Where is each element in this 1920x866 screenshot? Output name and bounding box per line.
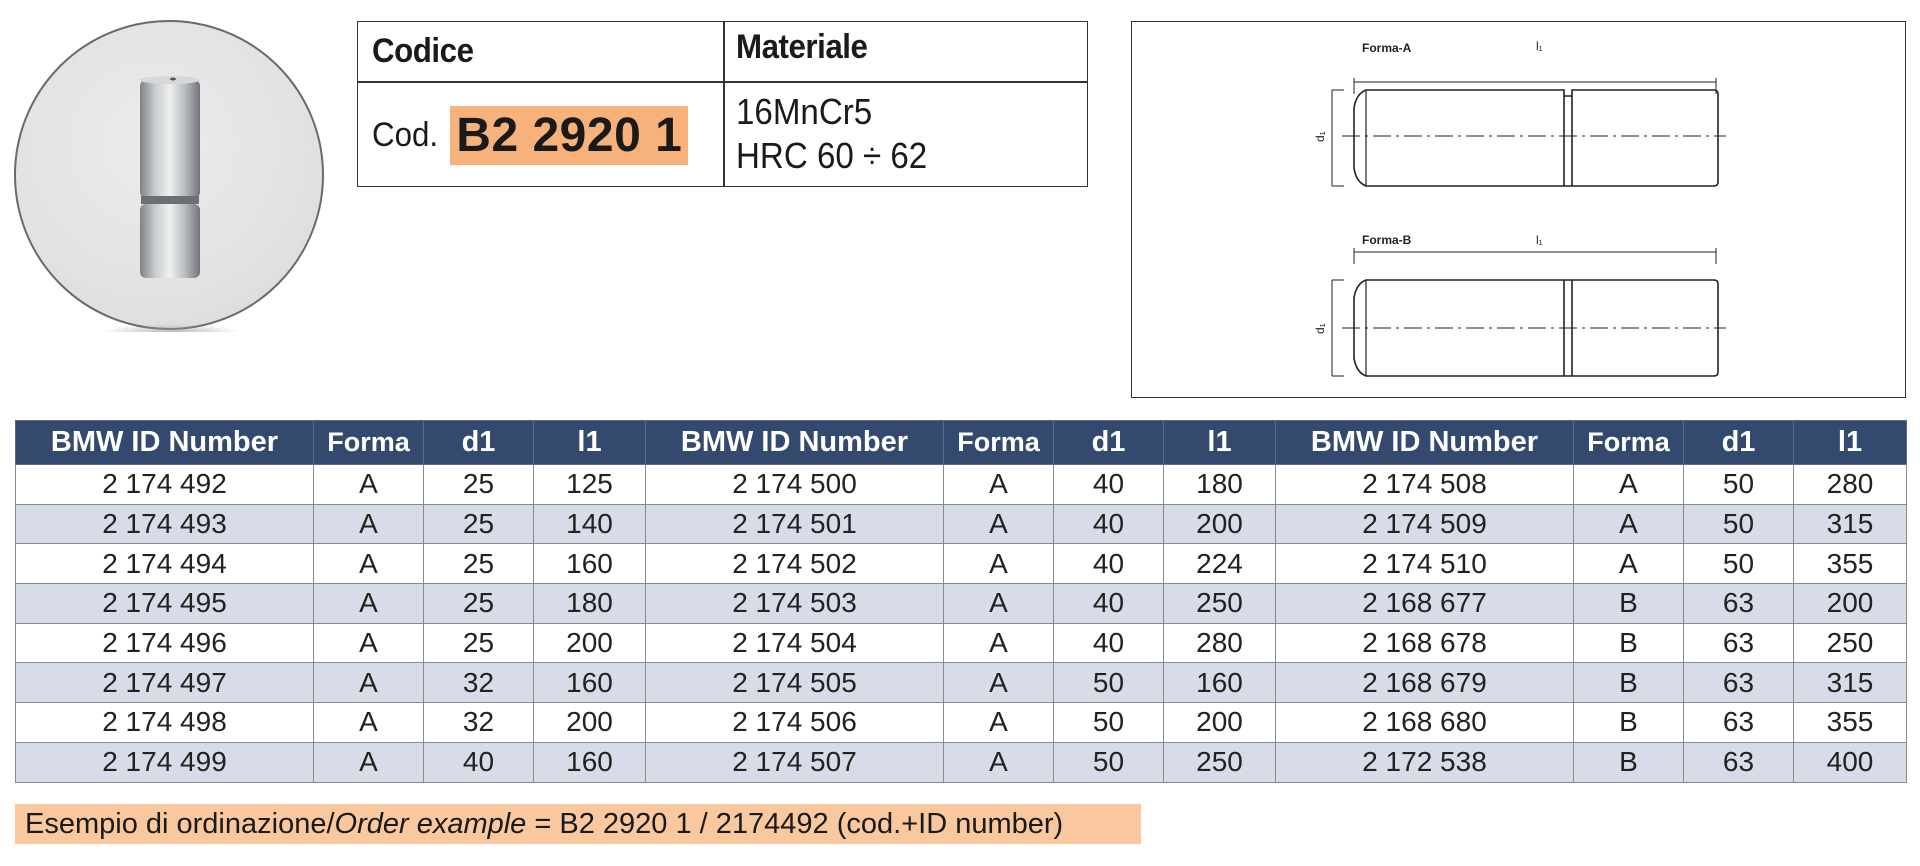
table-cell: 400 xyxy=(1794,742,1907,782)
table-cell: 355 xyxy=(1794,703,1907,743)
table-cell: 63 xyxy=(1684,663,1794,703)
table-cell: B xyxy=(1574,584,1684,624)
table-row xyxy=(16,465,1907,505)
table-cell: 2 174 501 xyxy=(646,504,944,544)
table-cell: 140 xyxy=(534,504,646,544)
table-cell: 2 174 494 xyxy=(16,544,314,584)
order-example-italic: Order example xyxy=(334,808,527,840)
order-example xyxy=(15,804,1141,844)
drawing-svg xyxy=(1132,22,1907,399)
table-row xyxy=(16,703,1907,743)
table-cell: 40 xyxy=(424,742,534,782)
table-cell: B xyxy=(1574,663,1684,703)
column-header: BMW ID Number xyxy=(1276,421,1574,465)
table-cell: A xyxy=(944,663,1054,703)
table-cell: 63 xyxy=(1684,742,1794,782)
table-cell: 63 xyxy=(1684,623,1794,663)
length-label-b: l₁ xyxy=(1536,233,1543,247)
table-cell: 2 174 508 xyxy=(1276,465,1574,505)
table-cell: A xyxy=(314,703,424,743)
table-cell: 250 xyxy=(1794,623,1907,663)
technical-drawing xyxy=(1131,21,1906,398)
table-cell: 2 174 497 xyxy=(16,663,314,703)
column-header: Forma xyxy=(944,421,1054,465)
table-cell: 25 xyxy=(424,544,534,584)
table-cell: 200 xyxy=(1164,504,1276,544)
order-example-suffix: = B2 2920 1 / 2174492 (cod.+ID number) xyxy=(526,808,1064,840)
table-cell: B xyxy=(1574,703,1684,743)
material-header: Materiale xyxy=(736,28,868,66)
table-cell: A xyxy=(944,623,1054,663)
column-header: l1 xyxy=(534,421,646,465)
table-cell: 50 xyxy=(1684,544,1794,584)
code-material-table xyxy=(357,21,1088,187)
table-cell: 2 168 678 xyxy=(1276,623,1574,663)
table-cell: 180 xyxy=(1164,465,1276,505)
table-cell: 2 174 505 xyxy=(646,663,944,703)
table-cell: 2 174 496 xyxy=(16,623,314,663)
length-label-a: l₁ xyxy=(1536,39,1543,53)
table-cell: 40 xyxy=(1054,465,1164,505)
table-cell: A xyxy=(314,663,424,703)
table-cell: 315 xyxy=(1794,663,1907,703)
table-cell: 50 xyxy=(1054,742,1164,782)
material-value xyxy=(736,90,927,178)
form-a-label: Forma-A xyxy=(1362,41,1412,55)
table-row xyxy=(16,623,1907,663)
table-cell: 40 xyxy=(1054,584,1164,624)
table-cell: 2 174 492 xyxy=(16,465,314,505)
table-cell: B xyxy=(1574,623,1684,663)
table-cell: 50 xyxy=(1054,703,1164,743)
table-cell: A xyxy=(1574,544,1684,584)
form-b-label: Forma-B xyxy=(1362,233,1412,247)
table-cell: 160 xyxy=(534,742,646,782)
table-cell: 2 174 499 xyxy=(16,742,314,782)
material-grade: 16MnCr5 xyxy=(736,91,873,132)
table-cell: A xyxy=(944,504,1054,544)
table-cell: 63 xyxy=(1684,584,1794,624)
bmw-id-table xyxy=(15,420,1907,783)
table-cell: A xyxy=(1574,504,1684,544)
table-cell: A xyxy=(314,584,424,624)
code-cell xyxy=(372,106,688,165)
table-cell: A xyxy=(1574,465,1684,505)
table-cell: 180 xyxy=(534,584,646,624)
table-header-row xyxy=(16,421,1907,465)
table-cell: B xyxy=(1574,742,1684,782)
table-cell: 2 174 507 xyxy=(646,742,944,782)
table-cell: A xyxy=(314,544,424,584)
table-cell: 280 xyxy=(1794,465,1907,505)
column-header: d1 xyxy=(1054,421,1164,465)
table-cell: 2 168 679 xyxy=(1276,663,1574,703)
table-cell: 200 xyxy=(534,623,646,663)
code-header: Codice xyxy=(372,32,474,70)
table-cell: 25 xyxy=(424,584,534,624)
table-cell: 50 xyxy=(1684,465,1794,505)
table-row xyxy=(16,504,1907,544)
column-header: d1 xyxy=(424,421,534,465)
table-cell: 2 174 503 xyxy=(646,584,944,624)
guide-pin-image xyxy=(16,22,326,332)
table-cell: 250 xyxy=(1164,584,1276,624)
table-cell: A xyxy=(944,584,1054,624)
table-cell: 25 xyxy=(424,623,534,663)
table-cell: 125 xyxy=(534,465,646,505)
table-cell: A xyxy=(944,703,1054,743)
table-cell: 280 xyxy=(1164,623,1276,663)
table-cell: 2 174 502 xyxy=(646,544,944,584)
table-cell: 50 xyxy=(1054,663,1164,703)
column-header: BMW ID Number xyxy=(646,421,944,465)
table-cell: 2 174 504 xyxy=(646,623,944,663)
table-cell: 50 xyxy=(1684,504,1794,544)
table-cell: 2 174 506 xyxy=(646,703,944,743)
table-cell: 200 xyxy=(1164,703,1276,743)
table-cell: 40 xyxy=(1054,544,1164,584)
table-cell: 2 168 680 xyxy=(1276,703,1574,743)
table-cell: A xyxy=(314,623,424,663)
product-photo xyxy=(14,20,324,330)
column-header: BMW ID Number xyxy=(16,421,314,465)
divider xyxy=(358,81,1087,83)
table-cell: A xyxy=(314,742,424,782)
order-example-prefix: Esempio di ordinazione/ xyxy=(25,808,335,840)
table-row xyxy=(16,544,1907,584)
table-cell: 200 xyxy=(534,703,646,743)
table-cell: 355 xyxy=(1794,544,1907,584)
code-prefix: Cod. xyxy=(372,116,439,154)
table-cell: 40 xyxy=(1054,504,1164,544)
code-value: B2 2920 1 xyxy=(450,106,688,165)
divider xyxy=(723,22,725,186)
table-cell: 2 174 500 xyxy=(646,465,944,505)
column-header: d1 xyxy=(1684,421,1794,465)
table-cell: 2 172 538 xyxy=(1276,742,1574,782)
table-cell: A xyxy=(314,504,424,544)
column-header: l1 xyxy=(1794,421,1907,465)
table-cell: 250 xyxy=(1164,742,1276,782)
table-cell: A xyxy=(314,465,424,505)
column-header: Forma xyxy=(1574,421,1684,465)
table-cell: 200 xyxy=(1794,584,1907,624)
material-hardness: HRC 60 ÷ 62 xyxy=(736,135,928,176)
table-cell: 224 xyxy=(1164,544,1276,584)
diameter-label-b: d₁ xyxy=(1313,323,1327,334)
table-cell: 160 xyxy=(534,544,646,584)
table-row xyxy=(16,663,1907,703)
table-cell: 63 xyxy=(1684,703,1794,743)
table-cell: 160 xyxy=(1164,663,1276,703)
table-cell: 2 174 510 xyxy=(1276,544,1574,584)
column-header: l1 xyxy=(1164,421,1276,465)
table-cell: 25 xyxy=(424,465,534,505)
table-cell: 315 xyxy=(1794,504,1907,544)
table-cell: 2 174 509 xyxy=(1276,504,1574,544)
table-cell: 160 xyxy=(534,663,646,703)
diameter-label-a: d₁ xyxy=(1313,131,1327,142)
table-cell: 2 174 493 xyxy=(16,504,314,544)
table-cell: 32 xyxy=(424,663,534,703)
column-header: Forma xyxy=(314,421,424,465)
table-cell: 2 174 495 xyxy=(16,584,314,624)
table-cell: 2 174 498 xyxy=(16,703,314,743)
table-cell: 25 xyxy=(424,504,534,544)
table-row xyxy=(16,742,1907,782)
table-row xyxy=(16,584,1907,624)
table-cell: 32 xyxy=(424,703,534,743)
table-cell: A xyxy=(944,544,1054,584)
table-cell: 2 168 677 xyxy=(1276,584,1574,624)
table-cell: A xyxy=(944,465,1054,505)
table-cell: 40 xyxy=(1054,623,1164,663)
table-cell: A xyxy=(944,742,1054,782)
